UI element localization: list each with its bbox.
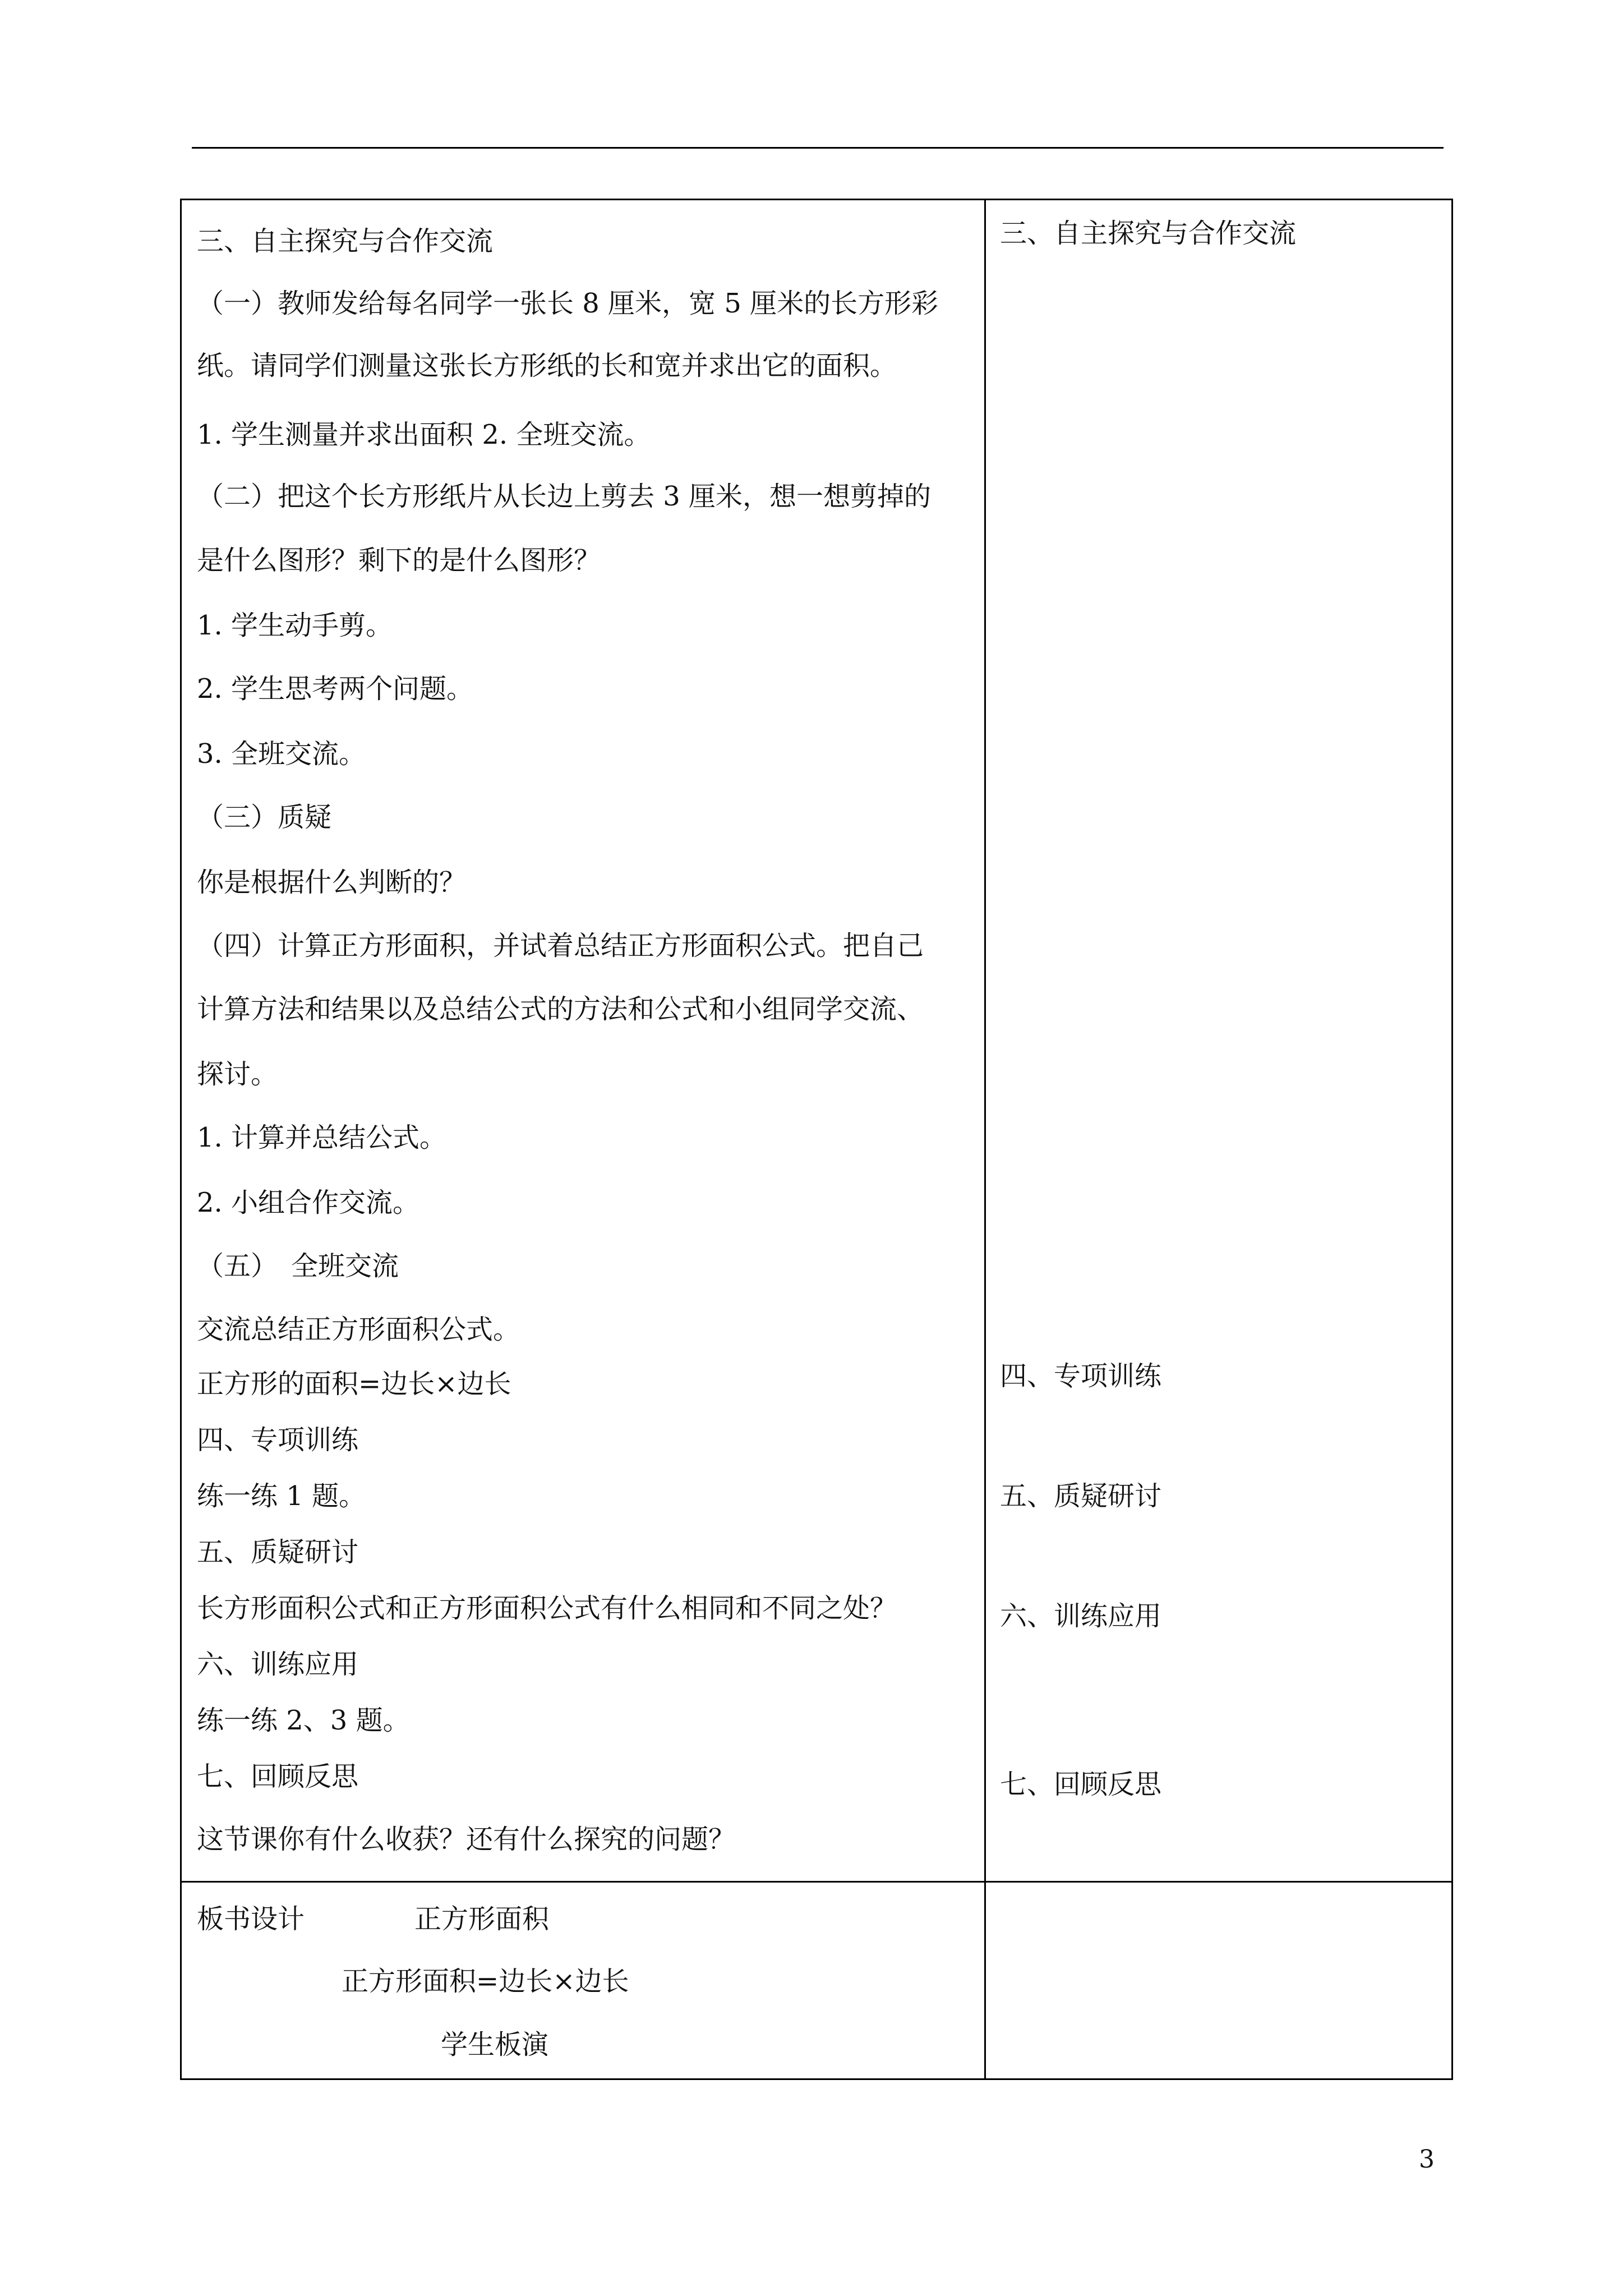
right-heading-2: 四、专项训练 — [1000, 1360, 1162, 1392]
left-line-24: 六、训练应用 — [197, 1649, 359, 1680]
left-line-16: 2. 小组合作交流。 — [197, 1187, 420, 1218]
left-line-6: 是什么图形？剩下的是什么图形？ — [197, 545, 601, 576]
right-heading-1: 三、自主探究与合作交流 — [1000, 218, 1297, 249]
board-label: 板书设计 — [197, 1903, 305, 1935]
board-note: 学生板演 — [441, 2029, 549, 2060]
left-line-26: 七、回顾反思 — [197, 1761, 359, 1792]
left-line-5: （二）把这个长方形纸片从长边上剪去 3 厘米，想一想剪掉的 — [197, 481, 932, 512]
lesson-table — [180, 199, 1453, 2080]
left-line-27: 这节课你有什么收获？还有什么探究的问题？ — [197, 1824, 736, 1855]
right-heading-4: 六、训练应用 — [1000, 1600, 1162, 1632]
left-line-13: 计算方法和结果以及总结公式的方法和公式和小组同学交流、 — [197, 993, 924, 1025]
board-title: 正方形面积 — [414, 1903, 550, 1935]
left-line-15: 1. 计算并总结公式。 — [197, 1122, 447, 1153]
board-formula: 正方形面积=边长×边长 — [342, 1966, 629, 1997]
left-line-17: （五） 全班交流 — [197, 1250, 399, 1282]
left-line-10: （三）质疑 — [197, 802, 332, 833]
page-number: 3 — [1419, 2145, 1435, 2174]
left-line-2: （一）教师发给每名同学一张长 8 厘米，宽 5 厘米的长方形彩 — [197, 288, 939, 319]
left-line-8: 2. 学生思考两个问题。 — [197, 673, 474, 705]
left-line-20: 四、专项训练 — [197, 1424, 359, 1456]
left-line-11: 你是根据什么判断的？ — [197, 867, 467, 898]
left-line-12: （四）计算正方形面积，并试着总结正方形面积公式。把自己 — [197, 930, 924, 961]
left-line-25: 练一练 2、3 题。 — [197, 1705, 410, 1736]
left-line-1: 三、自主探究与合作交流 — [197, 226, 494, 257]
left-line-22: 五、质疑研讨 — [197, 1536, 359, 1568]
left-line-14: 探讨。 — [197, 1059, 278, 1090]
left-line-7: 1. 学生动手剪。 — [197, 610, 393, 641]
left-line-21: 练一练 1 题。 — [197, 1480, 366, 1512]
right-heading-3: 五、质疑研讨 — [1000, 1480, 1162, 1512]
right-heading-5: 七、回顾反思 — [1000, 1769, 1162, 1800]
left-line-4: 1. 学生测量并求出面积 2. 全班交流。 — [197, 419, 651, 450]
header-rule — [192, 147, 1444, 149]
left-line-9: 3. 全班交流。 — [197, 738, 366, 770]
left-line-3: 纸。请同学们测量这张长方形纸的长和宽并求出它的面积。 — [197, 350, 897, 381]
row-divider — [182, 1881, 1451, 1883]
column-divider — [984, 200, 986, 2078]
left-line-19: 正方形的面积=边长×边长 — [197, 1368, 511, 1400]
left-line-18: 交流总结正方形面积公式。 — [197, 1314, 520, 1345]
left-line-23: 长方形面积公式和正方形面积公式有什么相同和不同之处？ — [197, 1593, 897, 1624]
